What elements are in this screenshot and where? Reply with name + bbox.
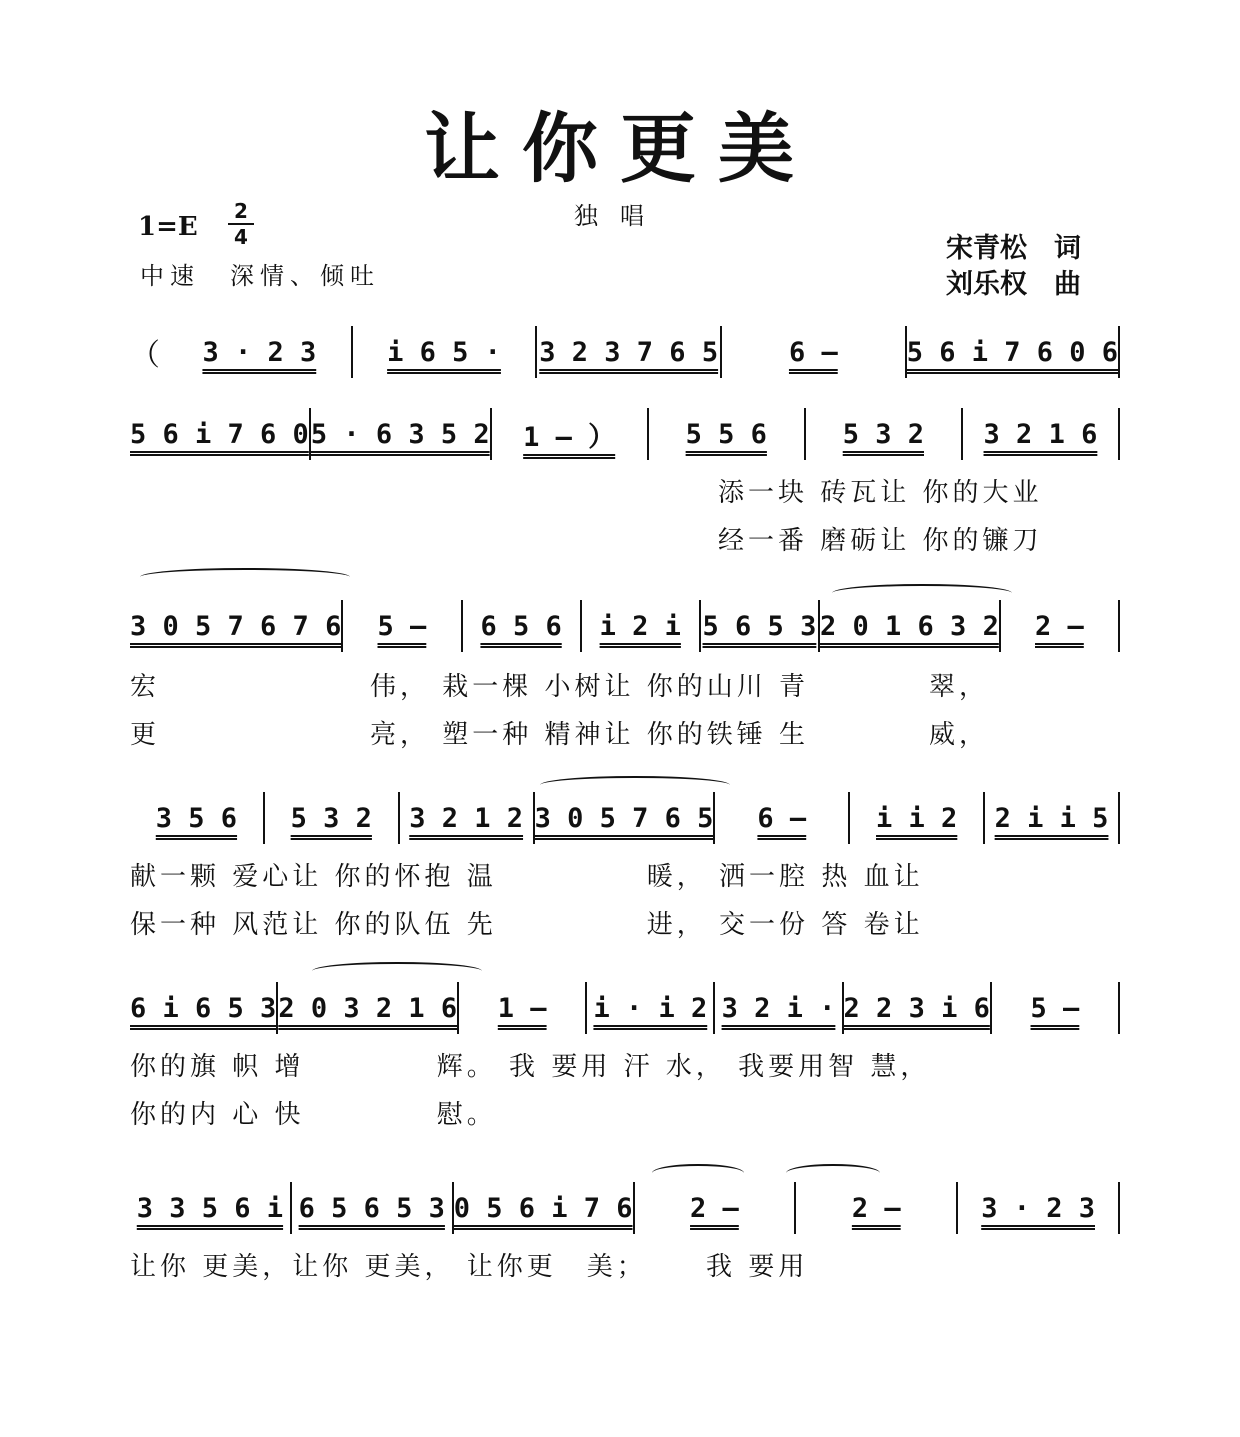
staff-row-1 xyxy=(130,326,1120,378)
measure: 3 2 i · xyxy=(715,982,843,1034)
measure: 2 – xyxy=(635,1182,797,1234)
time-signature xyxy=(228,200,254,248)
slur-mark xyxy=(540,776,730,794)
measure: 3 0 5 7 6 5 xyxy=(535,792,716,844)
measure: 3 0 5 7 6 7 6 xyxy=(130,600,343,652)
measure: 5 6 5 3 xyxy=(701,600,820,652)
measure: 5 6 i 7 6 0 6 xyxy=(907,326,1120,378)
measure: 5 – xyxy=(343,600,462,652)
staff-row-4 xyxy=(130,792,1120,844)
measure: 0 5 6 i 7 6 xyxy=(454,1182,635,1234)
slur-mark xyxy=(832,584,1012,602)
measure: 3 · 2 3 xyxy=(958,1182,1120,1234)
tempo-marking: 中速 深情、倾吐 xyxy=(140,262,380,290)
measure: 6 5 6 5 3 xyxy=(292,1182,454,1234)
measure: 6 i 6 5 3 xyxy=(130,982,278,1034)
measure: i i 2 xyxy=(850,792,985,844)
measure: 5 6 i 7 6 0 xyxy=(130,408,311,460)
lyricist-credit: 宋青松 词 xyxy=(946,233,1081,264)
measure: 2 – xyxy=(1001,600,1120,652)
lyric-line: 宏 伟， 栽一棵 小树让 你的山川 青 翠， xyxy=(130,672,990,702)
measure: 6 – xyxy=(715,792,850,844)
measure: 1 – xyxy=(459,982,587,1034)
measure: i 2 i xyxy=(582,600,701,652)
measure: 5 3 2 xyxy=(806,408,963,460)
composer-credit: 刘乐权 曲 xyxy=(946,269,1081,300)
measure: 2 0 1 6 3 2 xyxy=(820,600,1001,652)
measure: 6 – xyxy=(722,326,907,378)
measure: 5 – xyxy=(992,982,1120,1034)
measure: 2 i i 5 xyxy=(985,792,1120,844)
performance-type: 独唱 xyxy=(574,202,666,230)
lyric-line: 献一颗 爱心让 你的怀抱 温 暖， 洒一腔 热 血让 xyxy=(130,862,924,892)
measure: 5 5 6 xyxy=(649,408,806,460)
slur-mark xyxy=(140,568,350,586)
measure: 2 2 3 i 6 xyxy=(844,982,992,1034)
staff-row-6 xyxy=(130,1182,1120,1234)
lyric-line: 让你 更美，让你 更美， 让你更 美； 我 要用 xyxy=(130,1252,809,1282)
bracket-open: （ xyxy=(130,338,160,373)
lyric-line: 更 亮， 塑一种 精神让 你的铁锤 生 威， xyxy=(130,720,990,750)
lyric-line: 你的内 心 快 慰。 xyxy=(130,1100,497,1130)
measure: 3 5 6 xyxy=(130,792,265,844)
measure: 2 0 3 2 1 6 xyxy=(278,982,459,1034)
lyric-line: 保一种 风范让 你的队伍 先 进， 交一份 答 卷让 xyxy=(130,910,924,940)
song-title: 让你更美 xyxy=(424,104,816,193)
measure: 3 · 2 3 xyxy=(168,326,353,378)
slur-mark xyxy=(312,962,482,980)
measure: 1 – ） xyxy=(492,408,649,460)
measure: 3 3 5 6 i xyxy=(130,1182,292,1234)
staff-row-3 xyxy=(130,600,1120,652)
lyric-line: 你的旗 帜 增 辉。 我 要用 汗 水， 我要用智 慧， xyxy=(130,1052,931,1082)
measure: 3 2 1 2 xyxy=(400,792,535,844)
measure: i · i 2 xyxy=(587,982,715,1034)
measure: 5 · 6 3 5 2 xyxy=(311,408,492,460)
measure: i 6 5 · xyxy=(353,326,538,378)
slur-mark xyxy=(652,1164,744,1182)
lyric-line: 添一块 砖瓦让 你的大业 xyxy=(718,478,1043,508)
measure: 2 – xyxy=(796,1182,958,1234)
key-signature: 1=E xyxy=(138,212,198,242)
measure: 5 3 2 xyxy=(265,792,400,844)
time-sig-top: 2 xyxy=(234,199,248,223)
measure: 6 5 6 xyxy=(463,600,582,652)
measure: 3 2 3 7 6 5 xyxy=(537,326,722,378)
measure: 3 2 1 6 xyxy=(963,408,1120,460)
time-sig-bottom: 4 xyxy=(234,225,248,249)
lyric-line: 经一番 磨砺让 你的镰刀 xyxy=(718,526,1043,556)
slur-mark xyxy=(786,1164,880,1182)
staff-row-5 xyxy=(130,982,1120,1034)
staff-row-2 xyxy=(130,408,1120,460)
